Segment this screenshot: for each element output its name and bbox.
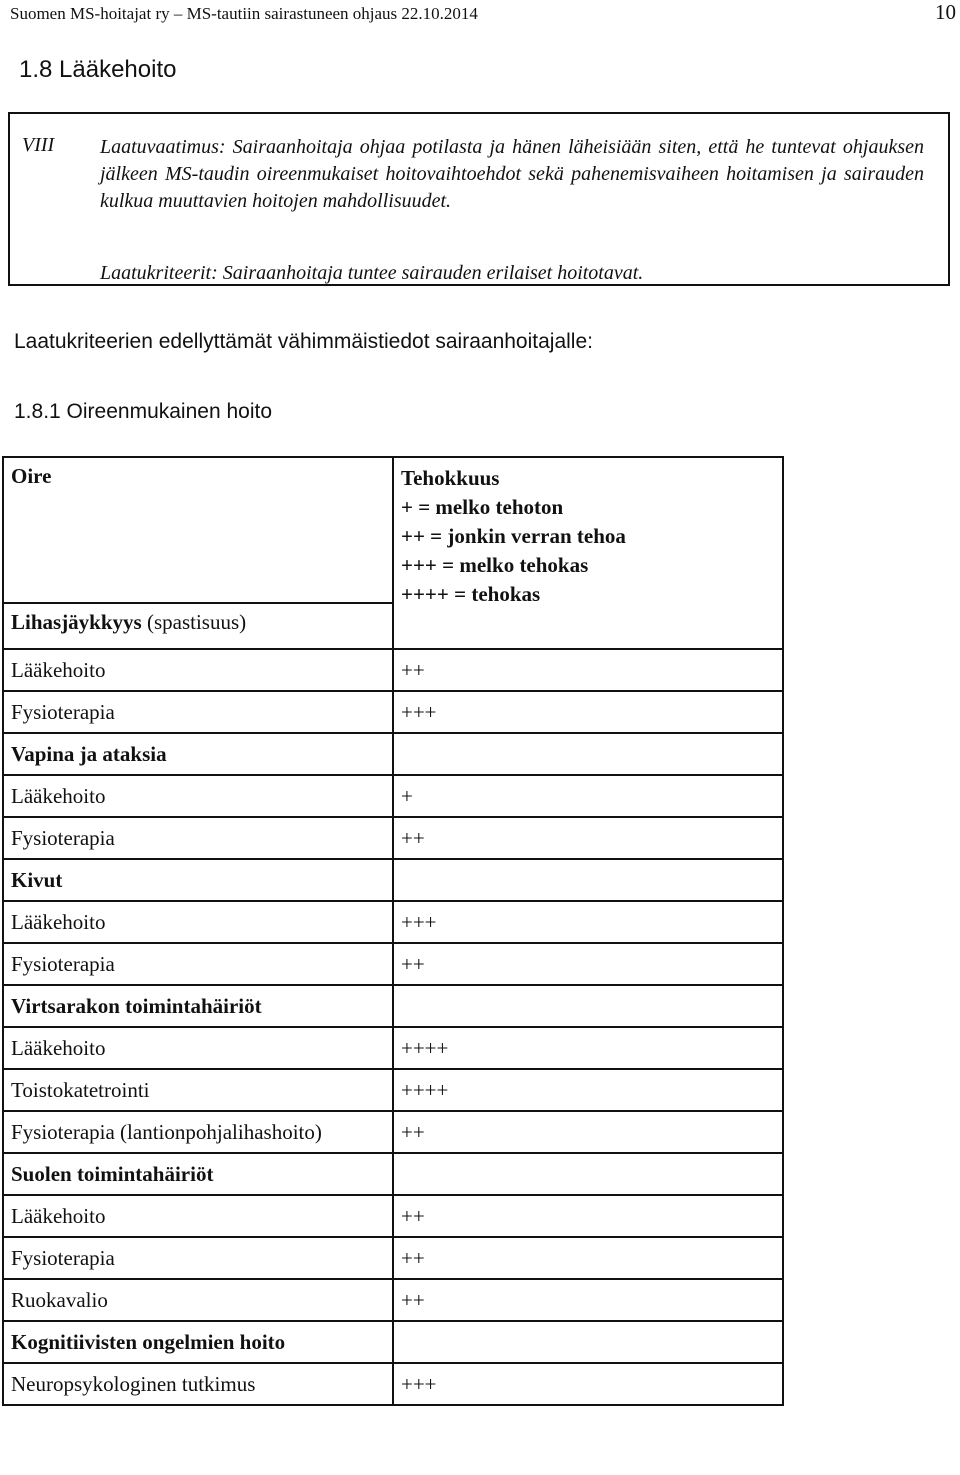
table-row [3, 1069, 783, 1111]
col-header-oire: Oire [11, 464, 52, 488]
effect-cell [393, 733, 783, 775]
table-row [3, 985, 783, 1027]
table-row [3, 901, 783, 943]
effect-cell: +++ [393, 1363, 783, 1405]
symptom-header-cell [3, 457, 393, 603]
subsection-title: 1.8.1 Oireenmukainen hoito [14, 400, 272, 423]
symptom-cell [3, 603, 393, 649]
legend-line-2: ++ = jonkin verran tehoa [401, 524, 626, 548]
symptom-cell: Virtsarakon toimintahäiriöt [3, 985, 393, 1027]
effect-cell: ++ [393, 1195, 783, 1237]
table-row [3, 817, 783, 859]
table-row [3, 733, 783, 775]
symptom-label: Lihasjäykkyys [11, 610, 142, 634]
treatment-cell: Fysioterapia [3, 1237, 393, 1279]
legend-title: Tehokkuus [401, 466, 500, 490]
effect-cell: ++++ [393, 1069, 783, 1111]
header-title: Suomen MS-hoitajat ry – MS-tautiin sairastuneen ohjaus 22.10.2014 [10, 4, 478, 23]
effect-cell: ++ [393, 943, 783, 985]
symptom-cell: Suolen toimintahäiriöt [3, 1153, 393, 1195]
table-row [3, 1111, 783, 1153]
quality-requirement: Laatuvaatimus: Sairaanhoitaja ohjaa potilasta ja hänen läheisiään siten, että he tuntevat ohjauksen jälkeen MS-taudin oireenmukaiset hoitovaihtoehdot sekä pahenemisvaiheen hoitamisen ja sairauden kulkua muuttavien hoitojen mahdollisuudet. [100, 136, 924, 212]
effect-cell [393, 1321, 783, 1363]
treatment-cell: Fysioterapia [3, 943, 393, 985]
quality-criteria-box [8, 112, 950, 286]
treatment-cell: Lääkehoito [3, 649, 393, 691]
minimum-info-title: Laatukriteerien edellyttämät vähimmäistiedot sairaanhoitajalle: [14, 330, 593, 353]
table-row [3, 1027, 783, 1069]
table-row [3, 1237, 783, 1279]
treatment-cell: Fysioterapia (lantionpohjalihashoito) [3, 1111, 393, 1153]
table-row [3, 1363, 783, 1405]
table-row [3, 1321, 783, 1363]
effect-cell: ++ [393, 649, 783, 691]
table-header-row [3, 457, 783, 603]
symptom-cell: Kivut [3, 859, 393, 901]
treatment-cell: Fysioterapia [3, 691, 393, 733]
effect-cell: +++ [393, 901, 783, 943]
legend-line-3: +++ = melko tehokas [401, 553, 589, 577]
symptom-cell: Vapina ja ataksia [3, 733, 393, 775]
legend-line-4: ++++ = tehokas [401, 582, 541, 606]
table-row [3, 649, 783, 691]
treatment-cell: Lääkehoito [3, 1027, 393, 1069]
criteria-code: VIII [22, 134, 55, 156]
page-number: 10 [935, 0, 956, 24]
effect-cell: ++ [393, 1237, 783, 1279]
table-row [3, 943, 783, 985]
effectiveness-legend [393, 457, 783, 649]
table-row [3, 1279, 783, 1321]
effect-cell: ++ [393, 1111, 783, 1153]
effect-cell: ++ [393, 817, 783, 859]
symptom-cell: Kognitiivisten ongelmien hoito [3, 1321, 393, 1363]
table-row [3, 775, 783, 817]
table-row [3, 859, 783, 901]
table-row [3, 1195, 783, 1237]
treatment-cell: Lääkehoito [3, 1195, 393, 1237]
symptom-note: (spastisuus) [146, 610, 247, 634]
legend-line-1: + = melko tehoton [401, 495, 564, 519]
effect-cell [393, 985, 783, 1027]
symptom-treatment-table [2, 456, 784, 1406]
effect-cell [393, 859, 783, 901]
effect-cell: ++++ [393, 1027, 783, 1069]
quality-criteria: Laatukriteerit: Sairaanhoitaja tuntee sairauden erilaiset hoitotavat. [100, 262, 644, 284]
treatment-cell: Lääkehoito [3, 775, 393, 817]
treatment-cell: Neuropsykologinen tutkimus [3, 1363, 393, 1405]
section-title: 1.8 Lääkehoito [19, 56, 177, 83]
effect-cell: + [393, 775, 783, 817]
table-row [3, 1153, 783, 1195]
treatment-cell: Ruokavalio [3, 1279, 393, 1321]
treatment-cell: Lääkehoito [3, 901, 393, 943]
treatment-cell: Fysioterapia [3, 817, 393, 859]
treatment-cell: Toistokatetrointi [3, 1069, 393, 1111]
effect-cell: +++ [393, 691, 783, 733]
effect-cell: ++ [393, 1279, 783, 1321]
page-header [10, 0, 956, 32]
effect-cell [393, 1153, 783, 1195]
table-row [3, 691, 783, 733]
